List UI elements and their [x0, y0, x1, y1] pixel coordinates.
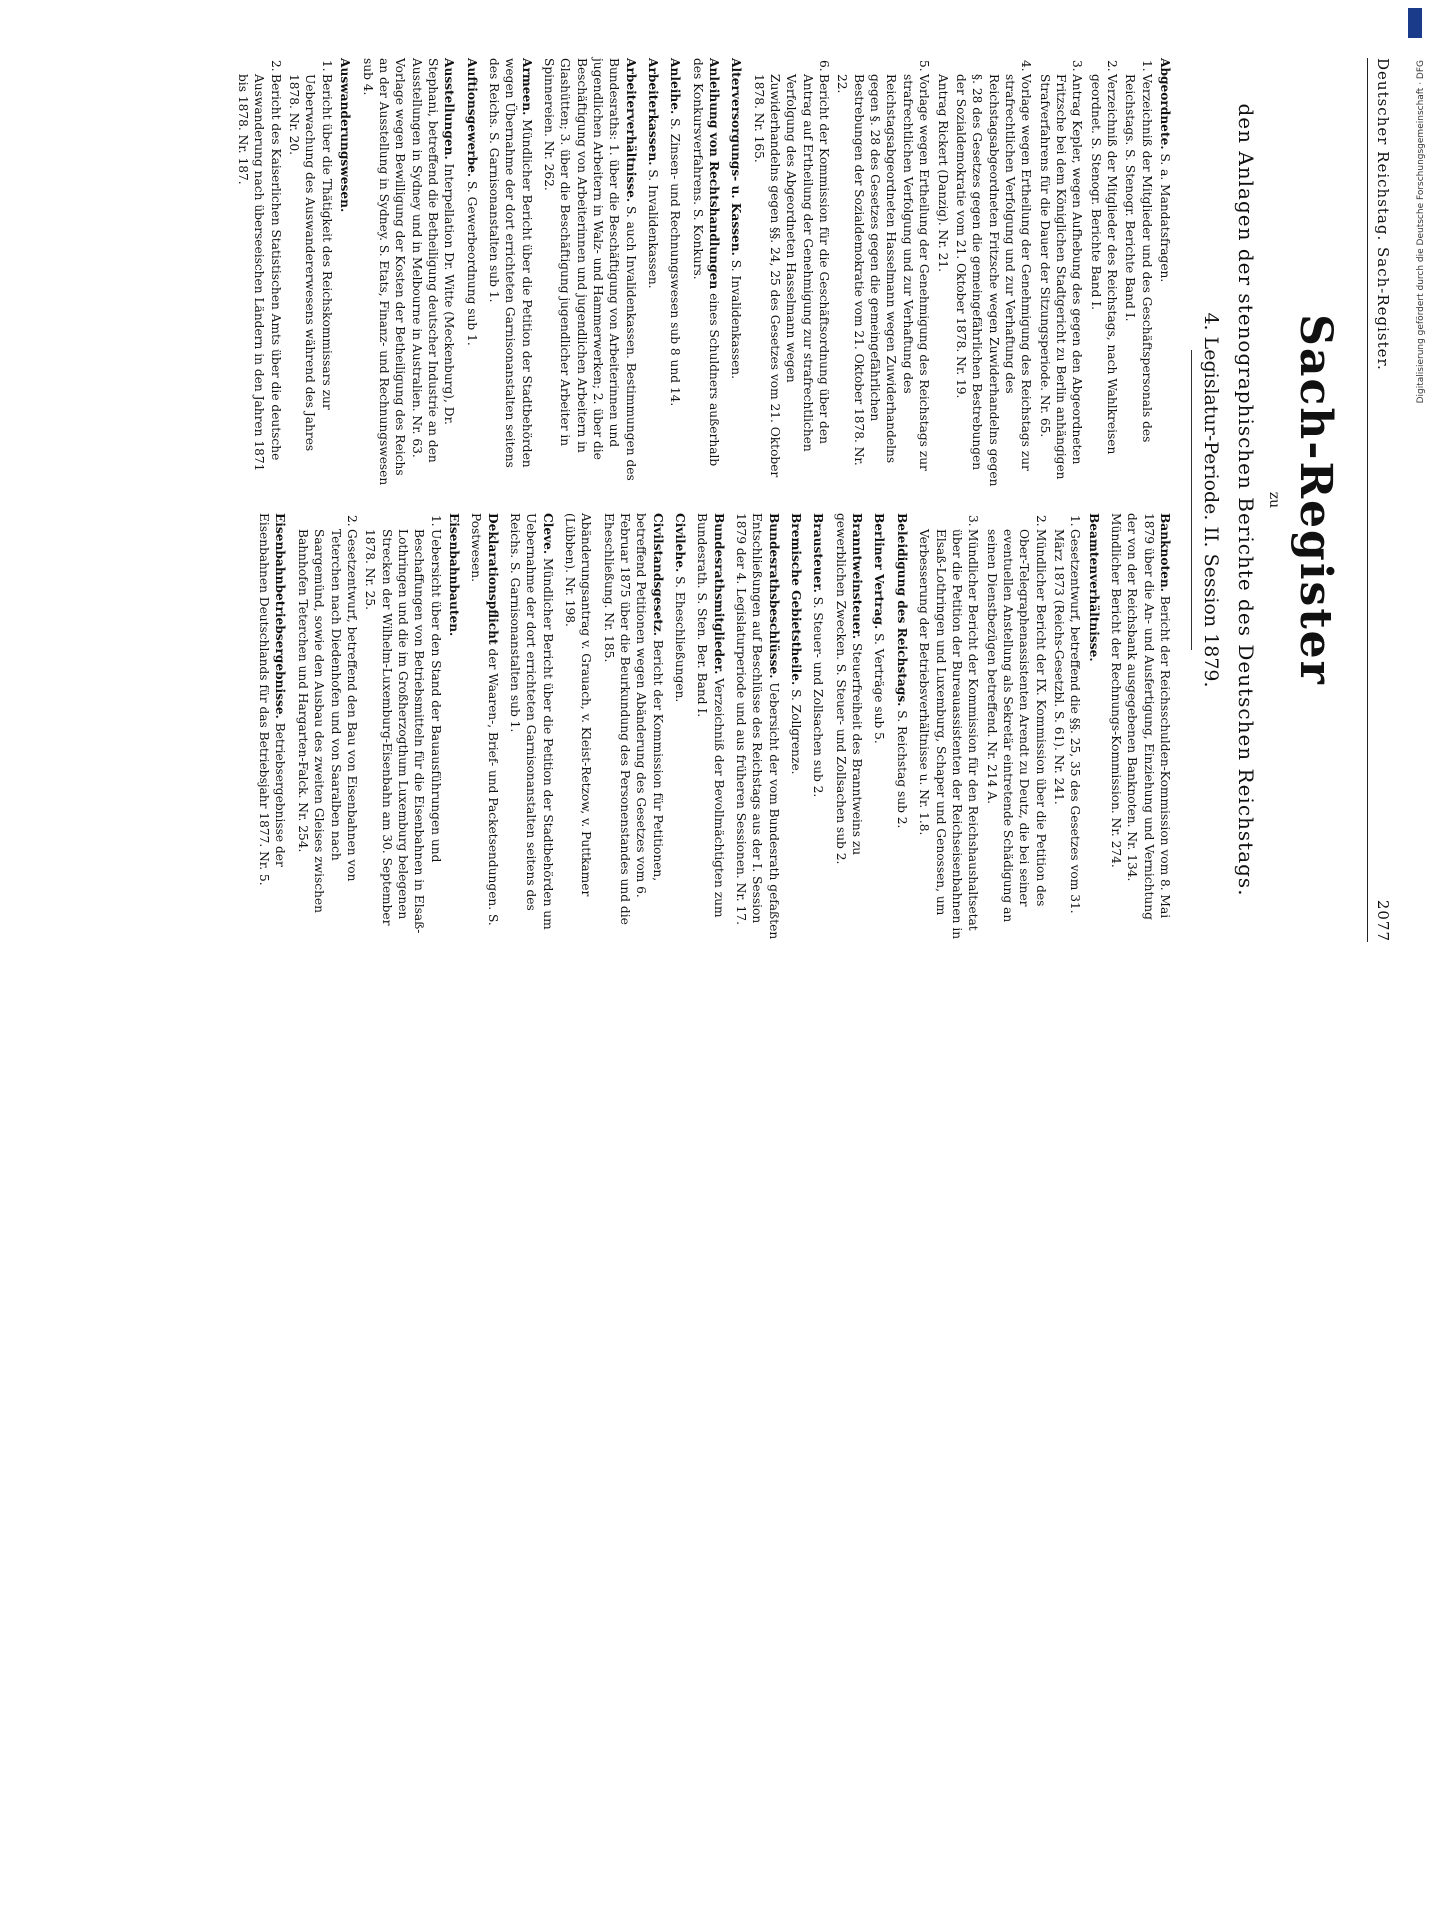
index-entry-text: S. Verträge sub 5.	[872, 633, 887, 744]
index-sub-item	[750, 60, 832, 487]
index-sub-item-text: Mündlicher Bericht der Kommission für den Reichshaushaltsetat über die Petition der Bureauassistenten der Reichseisenbahnen in Elsaß-Lothringen und Luxemburg, Schaper und Genossen, um Verbesserung der Betriebsverhältnisse u. Nr. 1.8.	[917, 529, 981, 940]
index-sub-item-number: 2.	[1104, 60, 1119, 72]
index-entry	[359, 58, 457, 487]
index-entry-text: Bericht der Reichsschulden-Kommission vom 8. Mai 1879 über die An- und Ausfertigung, Einziehung und Vernichtung der von der Reichsbank ausgegebenen Banknoten. Nr. 134. Mündlicher Bericht der Rechnungs-Kommission. Nr. 274.	[1108, 513, 1172, 920]
index-entry-text: S. Invalidenkassen.	[646, 169, 661, 289]
index-column-right	[229, 513, 1173, 942]
index-entry-head: Bremische Gebietstheile.	[789, 513, 804, 686]
index-sub-item-number: 6.	[817, 60, 832, 72]
index-entry	[600, 513, 665, 942]
index-entry-head: Ausstellungen.	[442, 58, 457, 160]
index-entry-head: Arbeiterverhältnisse.	[623, 58, 638, 203]
index-entry-head: Beleidigung des Reichstags.	[894, 513, 909, 707]
index-entry	[1108, 513, 1173, 942]
index-entry	[728, 58, 744, 487]
index-entry-line	[468, 513, 501, 942]
index-entry-line	[733, 513, 782, 942]
index-entry-text: S. Gewerbeordnung sub 1.	[464, 181, 479, 346]
index-entry-text: S. auch Invalidenkassen. Bestimmungen des Bundesraths: 1. über die Beschäftigung von Arbeiterinnen und jugendlichen Arbeitern in Walz- und Hammerwerken; 2. über die Beschäftigung von Arbeiterinnen und jugendlichen Arbeitern in Glashütten; 3. über die Beschäftigung jugendlicher Arbeiter in Spinnereien. Nr. 262.	[541, 58, 638, 481]
index-entry-head: Civilehe.	[673, 513, 688, 573]
index-entry	[672, 513, 688, 942]
index-sub-item	[953, 60, 1035, 487]
title-rule	[1191, 350, 1192, 650]
index-sub-item-number: 2.	[268, 60, 283, 72]
index-entry-head: Anleihung von Rechtshandlungen	[707, 58, 722, 290]
index-entry-text: S. Eheschließungen.	[673, 576, 688, 703]
index-entry-text: Betriebsergebnisse der Eisenbahnen Deutschlands für das Betriebsjahr 1877. Nr. 5.	[257, 513, 288, 886]
index-sub-item	[983, 515, 1048, 942]
index-entry-head: Alterversorgungs- u. Kassen.	[729, 58, 744, 256]
index-sub-item-number: 3.	[1070, 60, 1085, 72]
index-sub-item-number: 1.	[1068, 515, 1083, 527]
index-entry-line	[832, 513, 865, 942]
index-entry-head: Civilstandsgesetz.	[650, 513, 665, 636]
index-entry	[733, 513, 782, 942]
index-sub-item-number: 1.	[1139, 60, 1154, 72]
index-entry-line	[667, 58, 683, 487]
index-entry-text: S. a. Mandatsfragen.	[1158, 153, 1172, 283]
index-entry-head: Bundesrathsbeschlüsse.	[766, 513, 781, 679]
index-sub-item	[916, 515, 981, 942]
index-entry-text: Bericht der Kommission für Petitionen, betreffend Petitionen wegen Abänderung des Gesetzes vom 6. Februar 1875 über die Beurkundung des Personenstandes und die Eheschließung. Nr. 185.	[601, 513, 665, 925]
index-sub-item-number: 2.	[1033, 515, 1048, 527]
index-entry-line	[600, 513, 665, 942]
index-entry	[871, 513, 887, 942]
index-entry-head: Abgeordnete.	[1158, 58, 1172, 150]
index-sub-item-number: 1.	[428, 515, 443, 527]
index-entry	[562, 513, 595, 942]
index-entry	[486, 58, 535, 487]
dfg-logo-icon	[1408, 8, 1422, 38]
index-sub-item-number: 4.	[1019, 60, 1034, 72]
index-entry-head: Eisenbahnbetriebsergebnisse.	[273, 513, 288, 719]
index-entry-text: Mündlicher Bericht über die Petition der Stadtbehörden wegen Übernahme der dort errichteten Garnisonanstalten seitens des Reichs. S. Garnisonanstalten sub 1.	[486, 58, 534, 468]
index-entry	[694, 513, 727, 942]
index-entry-line	[337, 58, 353, 487]
page-title: Sach-Register	[1290, 314, 1341, 686]
index-entry-line	[359, 58, 457, 487]
index-sub-item	[1122, 60, 1155, 487]
index-sub-item	[1036, 60, 1085, 487]
index-entry-line	[788, 513, 804, 942]
running-header	[1374, 58, 1392, 942]
index-sub-item-number: 3.	[966, 515, 981, 527]
index-entry-line	[694, 513, 727, 942]
index-entry-head: Banknoten.	[1158, 513, 1172, 592]
index-entry	[750, 58, 1173, 487]
index-sub-item-text: Gesetzentwurf, betreffend die §§. 25, 35 des Gesetzes vom 31. März 1873 (Reichs-Gesetzbl. S. 61). Nr. 241.	[1051, 529, 1083, 914]
index-sub-item-text: Antrag Rickert (Danzig). Nr. 21.	[935, 74, 950, 272]
index-column-left	[229, 58, 1173, 487]
header-rule	[1367, 58, 1368, 942]
index-entry-text: S. Zinsen- und Rechnungswesen sub 8 und 14.	[668, 118, 683, 407]
index-entry-text: S. Zollgrenze.	[789, 689, 804, 775]
index-entry-head: Berliner Vertrag.	[872, 513, 887, 630]
index-entry-line	[446, 513, 462, 942]
index-entry-line	[645, 58, 661, 487]
index-sub-item	[235, 60, 284, 487]
index-entry-line	[728, 58, 744, 487]
index-entry-head: Beamtenverhältnisse.	[1086, 513, 1101, 662]
page-content	[40, 58, 1392, 942]
index-sub-item	[286, 60, 335, 487]
index-entry	[463, 58, 479, 487]
dfg-credit: Digitalisierung gefördert durch die Deutsche Forschungsgemeinschaft · DFG	[1416, 60, 1426, 404]
running-header-left: Deutscher Reichstag. Sach-Register.	[1374, 58, 1392, 371]
index-columns	[229, 58, 1173, 942]
index-entry-line	[894, 513, 910, 942]
index-entry	[507, 513, 556, 942]
title-block	[1191, 58, 1341, 942]
index-sub-item-number: 5.	[917, 60, 932, 72]
index-entry-text: Uebersicht der vom Bundesrath gefaßten Entschließungen auf Beschlüsse des Reichstags aus der I. Session 1879 der 4. Legislaturperiode und aus früheren Sessionen. Nr. 17.	[734, 513, 781, 940]
index-entry-line	[562, 513, 595, 942]
index-sub-item-text: Bericht des Kaiserlichen Statistischen Amts über die deutsche Auswanderung nach überseeischen Ländern in den Jahren 1871 bis 1878. Nr. 187.	[236, 74, 283, 472]
index-entry-line	[1157, 58, 1173, 487]
index-entry-head: Armeen.	[519, 58, 534, 116]
index-sub-item-text: Bericht der Kommission für die Geschäftsordnung über den Antrag auf Ertheilung der Genehmigung zur strafrechtlichen Verfolgung des Abgeordneten Hasselmann wegen Zuwiderhandelns gegen §§. 24, 25 des Gesetzes vom 21. Oktober 1878. Nr. 165.	[751, 74, 832, 478]
index-entry-head: Anleihe.	[668, 58, 683, 115]
index-entry-line	[672, 513, 688, 942]
index-entry-head: Deklarationspflicht	[485, 513, 500, 645]
index-entry	[689, 58, 722, 487]
index-sub-item-text: Bericht über die Thätigkeit des Reichskommissars zur Ueberwachung des Auswandererwesens während des Jahres 1878. Nr. 20.	[287, 74, 334, 452]
index-entry-head: Cleve.	[540, 513, 555, 555]
index-entry-head: Bundesrathsmitglieder.	[711, 513, 726, 675]
index-entry-line	[541, 58, 639, 487]
index-entry	[235, 58, 353, 487]
index-entry	[832, 513, 865, 942]
index-entry-head: Brausteuer.	[811, 513, 826, 593]
index-entry-line	[1085, 513, 1101, 942]
index-sub-item-text: Vorlage wegen Ertheilung der Genehmigung des Reichstags zur strafrechtlichen Verfolgung und zur Verhaftung des Reichstagsabgeordneten Fritzsche wegen Zuwiderhandelns gegen §. 28 des Gesetzes gegen die gemeingefährlichen Bestrebungen der Sozialdemokratie vom 21. Oktober 1878. Nr. 19.	[953, 74, 1034, 487]
index-entry-text: Interpellation Dr. Witte (Meckenburg), Dr. Stephani, betreffend die Betheiligung deutscher Industrie an den Ausstellungen in Sydney und in Melbourne in Australien. Nr. 63. Vorlage wegen Bewilligung der Kosten der Betheiligung des Reichs an der Ausstellung in Sydney. S. Etats, Finanz- und Rechnungswesen sub 4.	[360, 58, 457, 486]
index-sub-item-text: Verzeichniß der Mitglieder des Reichstags, nach Wahlkreisen geordnet. S. Stenogr. Berichte Band I.	[1088, 74, 1119, 455]
index-sub-item-text: Verzeichniß der Mitglieder und des Geschäftspersonals des Reichstags. S. Stenogr. Berichte Band I.	[1123, 74, 1154, 443]
index-entry-head: Branntweinsteuer.	[850, 513, 865, 640]
page-number: 2077	[1374, 899, 1392, 942]
index-sub-item	[934, 74, 950, 487]
index-entry	[788, 513, 804, 942]
index-entry-text: Abänderungsantrag v. Grauach, v. Kleist-Retzow, v. Puttkamer (Lübben). Nr. 198.	[563, 513, 594, 897]
index-entry-line	[810, 513, 826, 942]
index-entry-line	[1108, 513, 1173, 942]
index-entry-line	[507, 513, 556, 942]
index-sub-item	[1051, 515, 1084, 942]
index-entry-text: S. Invalidenkassen.	[729, 259, 744, 380]
title-period: 4. Legislatur-Periode. II. Session 1879.	[1200, 312, 1222, 688]
index-entry-head: Eisenbahnbauten.	[446, 513, 461, 637]
index-entry	[256, 513, 289, 942]
index-entry	[916, 513, 1102, 942]
index-sub-item-text: Vorlage wegen Ertheilung der Genehmigung des Reichstags zur strafrechtlichen Verfolgung und zur Verhaftung des Reichstagsabgeordneten Hasselmann wegen Zuwiderhandelns gegen §. 28 des Gesetzes gegen die gemeingefährlichen Bestrebungen der Sozialdemokratie vom 21. Oktober 1878. Nr. 22.	[835, 74, 932, 471]
index-entry-text: S. Reichstag sub 2.	[894, 710, 909, 829]
index-entry-head: Arbeiterkassen.	[646, 58, 661, 166]
index-entry	[468, 513, 501, 942]
index-entry-head: Auswanderungswesen.	[338, 58, 353, 213]
index-sub-item	[834, 60, 932, 487]
index-entry	[295, 513, 462, 942]
index-entry-line	[871, 513, 887, 942]
index-entry-text: der Waaren-, Brief- und Packetsendungen. S. Postwesen.	[469, 513, 500, 926]
index-entry	[645, 58, 661, 487]
index-entry	[810, 513, 826, 942]
index-entry-text: Verzeichniß der Bevollmächtigten zum Bundesrath. S. Sten. Ber. Band I.	[695, 513, 726, 918]
index-sub-item-number: 1.	[319, 60, 334, 72]
index-entry	[667, 58, 683, 487]
index-sub-item-number: 2.	[344, 515, 359, 527]
index-entry	[541, 58, 639, 487]
index-entry-line	[486, 58, 535, 487]
index-entry	[894, 513, 910, 942]
title-zu: zu	[1266, 491, 1282, 509]
index-sub-item-text: Mündlicher Bericht der IX. Kommission über die Petition des Ober-Telegraphenassistenten Arendt zu Deutz, die bei seiner eventuellen Anstellung als Sekretär eintretende Schädigung an seinen Dienstbezügen betreffend. Nr. 214 A.	[984, 529, 1048, 923]
index-entry-text: Steuerfreiheit des Branntweins zu gewerblichen Zwecken. S. Steuer- und Zollsachen sub 2.	[833, 513, 865, 865]
index-sub-item-text: Gesetzentwurf, betreffend den Bau von Eisenbahnen von Teterchen nach Diedenhofen und von Saaralben nach Saargemünd, sowie den Ausbau des zweiten Gleises zwischen Bahnhofen Teterchen und Hargarten-Falck. Nr. 254.	[295, 529, 359, 913]
index-entry-head: Auftionsgewerbe.	[464, 58, 479, 178]
index-sub-item	[362, 515, 444, 942]
index-entry-line	[463, 58, 479, 487]
title-subtitle: den Anlagen der stenographischen Berichte des Deutschen Reichstags.	[1234, 103, 1258, 897]
index-entry-text: Mündlicher Bericht über die Petition der Stadtbehörden um Uebernahme der dort errichteten Garnisonanstalten seitens des Reichs. S. Garnisonanstalten sub 1.	[507, 513, 555, 930]
index-sub-item	[295, 515, 360, 942]
index-sub-item-text: Uebersicht über den Stand der Bauausführungen und Beschaffungen von Betriebsmitteln für die Eisenbahnen in Elsaß-Lothringen und die im Großherzogthum Luxemburg belegenen Strecken der Wilhelm-Luxemburg-Eisenbahn am 30. September 1878. Nr. 25.	[363, 529, 443, 934]
index-entry-line	[256, 513, 289, 942]
index-sub-item-text: Antrag Kepler, wegen Aufhebung des gegen den Abgeordneten Fritzsche bei dem Königlichen Stadtgericht zu Berlin anhängigen Strafverfahrens für die Dauer der Sitzungsperiode. Nr. 65.	[1037, 74, 1085, 480]
index-entry-line	[689, 58, 722, 487]
index-sub-item	[1087, 60, 1120, 487]
index-entry-text: S. Steuer- und Zollsachen sub 2.	[811, 596, 826, 798]
index-entry-text: eines Schuldners außerhalb des Konkursverfahrens. S. Konkurs.	[690, 58, 722, 467]
